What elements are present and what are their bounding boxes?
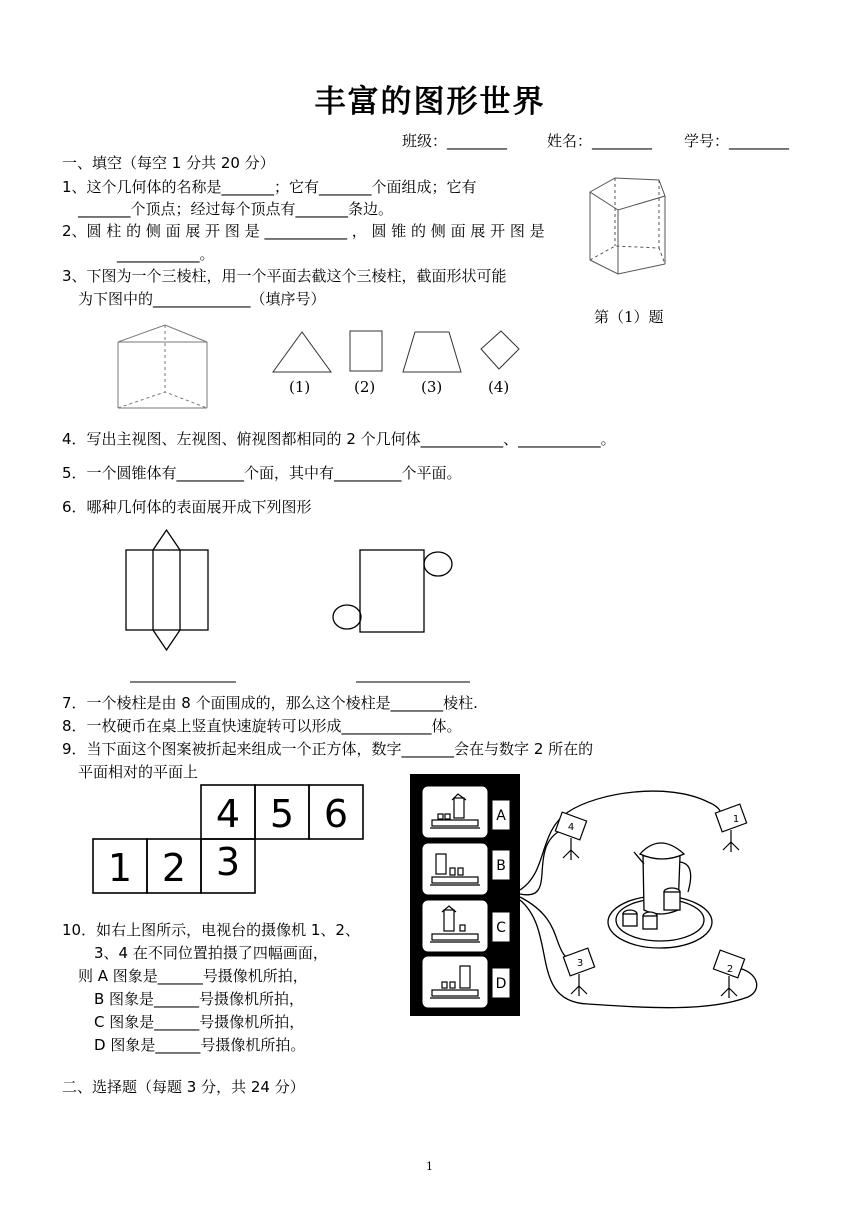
answer-line-net-1 — [130, 681, 236, 683]
section1-heading: 一、填空（每空 1 分共 20 分） — [62, 154, 275, 172]
question-10-line-1: 10．如右上图所示，电视台的摄像机 1、2、 — [62, 921, 360, 939]
shape-label-2: (2) — [354, 378, 376, 396]
shape-label-4: (4) — [488, 378, 510, 396]
question-10-line-5: C 图象是______号摄像机所拍， — [94, 1013, 305, 1031]
question-8: 8．一枚硬币在桌上竖直快速旋转可以形成____________体。 — [62, 717, 462, 735]
question-2-line-1: 2、圆 柱 的 侧 面 展 开 图 是 ___________ ， 圆 锥 的 侧 面 展 开 图 是 — [62, 222, 545, 240]
question-9-line-1: 9．当下面这个图案被折起来组成一个正方体，数字_______会在与数字 2 所在的 — [62, 740, 594, 758]
question-1-caption: 第（1）题 — [594, 308, 664, 326]
student-id-field: 学号：________ — [684, 132, 790, 150]
camera-label-2: 2 — [726, 964, 734, 975]
tv-studio-camera-figure — [408, 772, 770, 1018]
camera-label-1: 1 — [732, 814, 740, 825]
shape-label-3: (3) — [421, 378, 443, 396]
question-5: 5．一个圆锥体有_________个面，其中有_________个平面。 — [62, 464, 462, 482]
trapezoid-shape — [401, 330, 463, 374]
question-3-line-2: 为下图中的_____________（填序号） — [78, 290, 326, 308]
question-9-line-2: 平面相对的平面上 — [78, 763, 199, 781]
answer-line-net-2 — [356, 681, 470, 683]
question-10-line-4: B 图象是______号摄像机所拍， — [94, 990, 305, 1008]
shape-label-1: (1) — [289, 378, 311, 396]
net-digit-3: 3 — [215, 840, 241, 884]
net-digit-1: 1 — [107, 846, 133, 890]
question-7: 7．一个棱柱是由 8 个面围成的，那么这个棱柱是_______棱柱. — [62, 694, 478, 712]
panel-label-c: C — [496, 920, 506, 936]
question-10-line-6: D 图象是______号摄像机所拍。 — [94, 1036, 306, 1054]
question-4: 4．写出主视图、左视图、俯视图都相同的 2 个几何体___________、___________。 — [62, 430, 616, 448]
pentagonal-prism-figure — [585, 170, 675, 280]
cylinder-net-figure — [331, 548, 455, 634]
triangle-shape — [271, 330, 333, 374]
panel-label-b: B — [496, 858, 506, 874]
cube-net-figure — [90, 783, 365, 897]
net-digit-4: 4 — [215, 792, 241, 836]
page-title: 丰富的图形世界 — [314, 84, 546, 120]
question-10-line-3: 则 A 图象是______号摄像机所拍， — [78, 967, 308, 985]
question-1-line-2: _______个顶点；经过每个顶点有_______条边。 — [78, 200, 394, 218]
rectangle-shape — [348, 329, 384, 373]
net-digit-6: 6 — [323, 792, 349, 836]
panel-label-d: D — [495, 976, 507, 992]
question-2-line-2: ___________。 — [117, 245, 215, 263]
class-field: 班级：________ — [402, 132, 508, 150]
page-number: 1 — [426, 1160, 433, 1173]
camera-label-3: 3 — [576, 958, 584, 969]
question-1-line-1: 1、这个几何体的名称是_______；它有_______个面组成；它有 — [62, 178, 477, 196]
question-6: 6．哪种几何体的表面展开成下列图形 — [62, 498, 312, 516]
net-digit-5: 5 — [269, 792, 295, 836]
prism-net-figure — [124, 528, 210, 652]
net-digit-2: 2 — [161, 846, 187, 890]
question-10-line-2: 3、4 在不同位置拍摄了四幅画面， — [94, 944, 328, 962]
section2-heading: 二、选择题（每题 3 分，共 24 分） — [62, 1078, 305, 1096]
name-field: 姓名：________ — [547, 132, 653, 150]
panel-label-a: A — [496, 808, 506, 824]
camera-label-4: 4 — [567, 822, 575, 833]
triangular-prism-figure — [115, 322, 210, 410]
rhombus-shape — [479, 329, 521, 371]
question-3-line-1: 3、下图为一个三棱柱，用一个平面去截这个三棱柱，截面形状可能 — [62, 267, 507, 285]
